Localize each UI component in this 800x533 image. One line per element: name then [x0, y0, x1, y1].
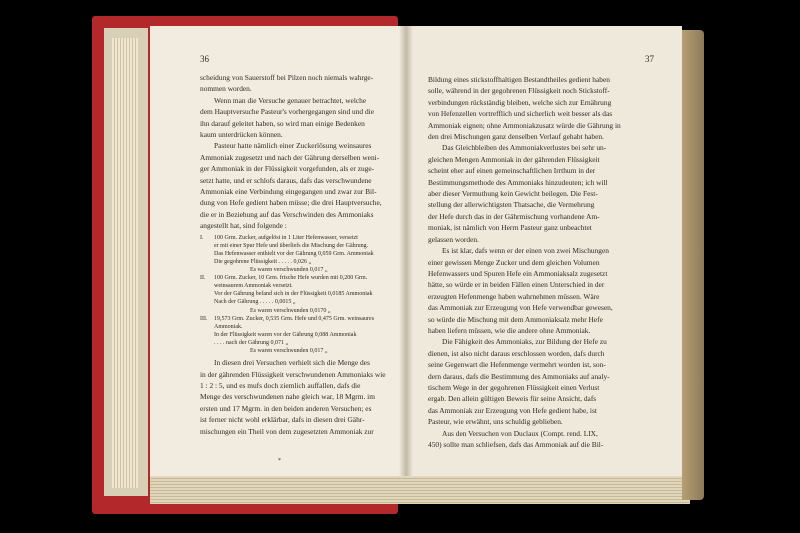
text-line: der Hefe durch das in der Gährmischung vorhandene Am- [428, 211, 600, 221]
text-line: dienen, ist also nicht daraus erschlossen worden, dafs durch [428, 348, 605, 358]
text-line: das Ammoniak zur Erzeugung von Hefe verwendbar gewesen, [428, 303, 613, 313]
footer-mark: * [278, 458, 281, 464]
experiment-1 [200, 234, 396, 274]
text-line: kaum unterdrücken können. [200, 130, 283, 140]
experiment-result: Es waren verschwunden 0,0170 „ [250, 307, 331, 314]
experiment-line: . . . . nach der Gährung 0,071 „ [214, 339, 289, 346]
text-line: solle, während in der gegohrenen Flüssigkeit noch Stickstoff- [428, 86, 610, 96]
text-line: scheint eher auf einen gemeinschaftlichen Irrthum in der [428, 166, 596, 176]
text-line: von Hefenzellen vortrefflich und sicherlich weit besser als das [428, 109, 613, 119]
text-line: ergab. Den allein gültigen Beweis für seine Ansicht, dafs [428, 394, 597, 404]
text-line: Ammoniak eignen; ohne Ammoniakzusatz würde die Gährung in [428, 120, 621, 130]
text-line: dung von Hefe gedient haben müsse; die drei Hauptversuche, [200, 198, 382, 208]
text-line: dern daraus, dafs die Bestimmung des Ammoniaks auf analy- [428, 371, 610, 381]
experiment-line: In der Flüssigkeit waren vor der Gährung 0,088 Ammoniak [214, 331, 357, 338]
text-line: das Ammoniak zur Erzeugung von Hefe gedient habe, ist [428, 405, 597, 415]
text-line: angestellt hat, sind folgende : [200, 221, 287, 231]
text-line: so würde die Mischung mit dem Ammoniaksalz mehr Hefe [428, 314, 603, 324]
text-line: mischungen ein Theil von dem zugesetzten Ammoniak zur [200, 426, 374, 436]
experiment-label: II. [200, 275, 206, 282]
experiment-3 [200, 315, 396, 355]
text-line: einer gewissen Menge Zucker und dem gleichen Volumen [428, 257, 600, 267]
text-line: Das Gleichbleiben des Ammoniakverlustes bei sehr un- [442, 143, 607, 153]
text-line: Pasteur, wie erwähnt, uns schuldig geblieben. [428, 417, 563, 427]
text-line: Bestimmungsmethode des Ammoniaks hinzudeuten; ich will [428, 177, 608, 187]
text-line: verbindungen rückständig bleiben, welche sich zur Ernährung [428, 97, 612, 107]
experiment-line: Die gegohrene Flüssigkeit . . . . . 0,026 „ [214, 258, 312, 265]
left-page-edges [104, 28, 148, 496]
text-line: Menge des verschwundenen nahe gleich war, 18 Mgrm. im [200, 392, 375, 402]
text-line: Hefenwassers und Spuren Hefe ein Ammoniaksalz zugesetzt [428, 268, 608, 278]
experiment-line: Das Hefenwasser enthielt vor der Gährung 0,059 Grm. Ammoniak [214, 250, 374, 257]
text-line: ist ferner nicht wohl erklärbar, dafs in diesen drei Gähr- [200, 415, 365, 425]
experiment-result: Es waren verschwunden 0,017 „ [250, 348, 328, 354]
text-line: stellung der allerwichtigsten Thatsache, die Vermehrung [428, 200, 595, 210]
left-page-text [200, 72, 396, 437]
experiment-list [200, 234, 396, 355]
page-number-right: 37 [645, 54, 654, 64]
text-line: in der gährenden Flüssigkeit verschwundenen Ammoniaks wie [200, 369, 386, 379]
text-line: gelassen worden. [428, 234, 479, 244]
text-line: seine Gegenwart die Hefenmenge vermehrt worden ist, son- [428, 360, 606, 370]
text-line: setzt hatte, und er schlofs daraus, dafs das verschwundene [200, 175, 372, 185]
experiment-label: III. [200, 315, 208, 322]
text-line: gleichen Mengen Ammoniak in der gährenden Flüssigkeit [428, 154, 600, 164]
text-line: tischem Wege in der gegohrenen Flüssigkeit einen Verlust [428, 382, 600, 392]
text-line: moniak, ist nämlich von Herrn Pasteur ganz unbeachtet [428, 223, 592, 233]
text-line: scheidung von Sauerstoff bei Pilzen noch niemals wahrge- [200, 73, 374, 82]
text-line: Wenn man die Versuche genauer betrachtet, welche [214, 95, 367, 105]
experiment-line: er mit einer Spur Hefe und überliefs die Mischung der Gährung. [214, 242, 369, 249]
left-page [150, 26, 406, 476]
experiment-line: Ammoniak. [214, 323, 243, 330]
experiment-line: Nach der Gährung . . . . . 0,0015 „ [214, 299, 296, 306]
right-page-edges [682, 30, 704, 500]
experiment-text: 100 Grm. Zucker, aufgelöst in 1 Liter Hefenwasser, versetzt [214, 234, 358, 241]
page-number-left: 36 [200, 54, 209, 64]
text-line: 1 : 2 : 5, und es mufs doch ziemlich auffallen, dafs die [200, 380, 361, 390]
text-line: Ammoniak zugesetzt und nach der Gährung derselben weni- [200, 152, 380, 162]
text-line: haben liefern müssen, wie die andere ohne Ammoniak. [428, 325, 591, 335]
experiment-result: Es waren verschwunden 0,017 „ [250, 267, 328, 274]
text-line: die er in Beziehung auf das Verschwinden des Ammoniaks [200, 209, 374, 219]
book-gutter [399, 26, 413, 476]
right-page-text [428, 74, 660, 450]
text-line: ihn darauf geleitet haben, so wird man einige Bedenken [200, 118, 365, 128]
text-line: ger Ammoniak in der Flüssigkeit vorgefunden, als er zuge- [200, 164, 375, 174]
text-line: Ammoniak eine Verbindung eingegangen und zwar zur Bil- [200, 187, 377, 197]
text-line: Es ist klar, dafs wenn er der einen von zwei Mischungen [442, 246, 609, 256]
experiment-line: Vor der Gährung befand sich in der Flüssigkeit 0,0185 Ammoniak [214, 291, 373, 298]
experiment-text: 100 Grm. Zucker, 10 Grm. frische Hefe wurden mit 0,200 Grm. [214, 275, 368, 282]
text-line: nommen worden. [200, 84, 252, 94]
text-line: hätte, so würde er in beiden Fällen einen Unterschied in der [428, 280, 605, 290]
text-line: erzeugten Hefenmenge haben wahrnehmen müssen. Wäre [428, 291, 600, 301]
text-line: Pasteur hatte nämlich einer Zuckerlösung weinsaures [214, 141, 372, 151]
experiment-line: weinsaurem Ammoniak versetzt. [214, 283, 293, 290]
text-line: dem Hauptversuche Pasteur's vorhergegangen sind und die [200, 107, 375, 117]
text-line: Bildung eines stickstoffhaltigen Bestandtheiles gedient haben [428, 75, 610, 84]
text-line: Aus den Versuchen von Duclaux (Compt. rend. LIX, [442, 428, 598, 438]
text-line: ersten und 17 Mgrm. in den beiden anderen Versuchen; es [200, 403, 372, 413]
text-line: 450) sollte man schliefsen, dafs das Ammoniak auf die Bil- [428, 440, 604, 449]
text-line: aber dieser Vermuthung kein Gewicht beilegen. Die Fest- [428, 189, 598, 199]
experiment-2 [200, 274, 396, 314]
bottom-page-edges [150, 476, 690, 504]
experiment-text: 19,573 Grm. Zucker, 0,535 Grm. Hefe und 0,475 Grm. weinsaures [214, 315, 375, 322]
text-line: In diesen drei Versuchen verhielt sich die Menge des [214, 358, 370, 368]
right-page [406, 26, 682, 476]
text-line: Die Fähigkeit des Ammoniaks, zur Bildung der Hefe zu [442, 337, 607, 347]
experiment-label: I. [200, 234, 204, 241]
text-line: den drei Mischungen ganz denselben Verlauf gehabt haben. [428, 132, 604, 142]
